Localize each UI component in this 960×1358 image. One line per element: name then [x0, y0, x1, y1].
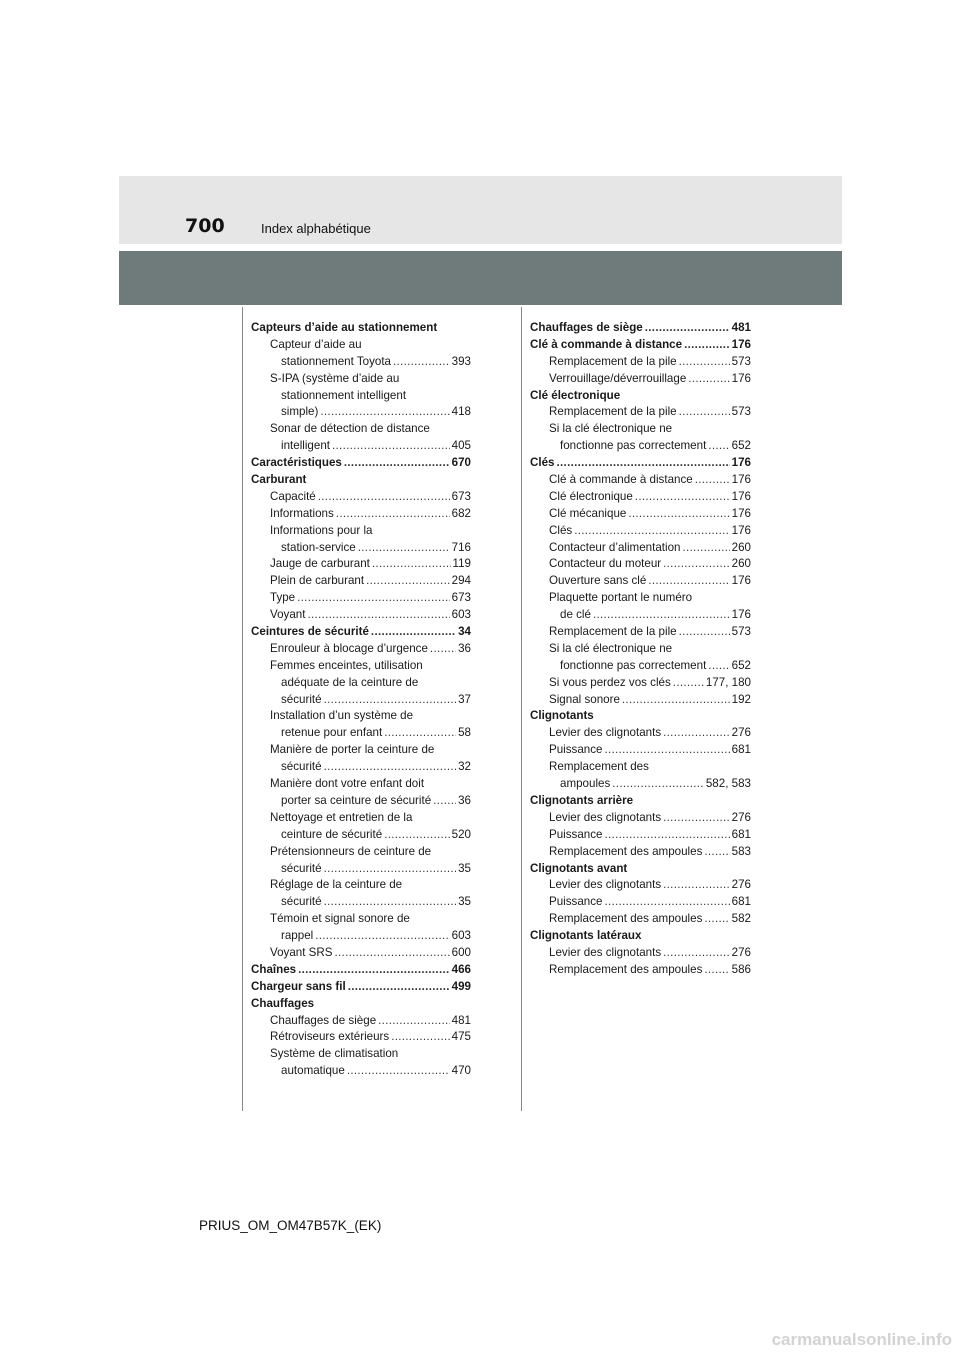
index-entry-text: Remplacement de la pile: [549, 405, 677, 419]
index-entry-text: sécurité: [281, 760, 322, 774]
index-entry-text: fonctionne pas correctement: [560, 658, 707, 672]
dot-leader: [298, 962, 450, 979]
dot-leader: [391, 1029, 449, 1046]
index-entry: [530, 793, 751, 810]
index-entry: [251, 573, 471, 590]
dot-leader: [605, 894, 730, 911]
index-entry: [251, 523, 471, 540]
index-entry: [530, 320, 751, 337]
index-entry-page[interactable]: 36: [458, 641, 471, 655]
index-entry-page[interactable]: 32: [458, 760, 471, 774]
index-entry-text: Clignotants latéraux: [530, 929, 642, 943]
index-entry: [530, 827, 751, 844]
index-entry: [530, 371, 751, 388]
index-entry-page[interactable]: 176: [731, 506, 751, 520]
index-entry-text: Sonar de détection de distance: [270, 422, 430, 436]
dot-leader: [430, 641, 456, 658]
index-entry-text: Voyant SRS: [270, 945, 333, 959]
index-entry-page[interactable]: 294: [451, 574, 471, 588]
index-entry-page[interactable]: 716: [451, 540, 471, 554]
index-entry: [530, 455, 751, 472]
index-entry-page[interactable]: 276: [731, 878, 751, 892]
index-entry-text: Système de climatisation: [270, 1047, 399, 1061]
index-entry-text: Clignotants avant: [530, 861, 628, 875]
index-entry-text: Remplacement de la pile: [549, 354, 677, 368]
index-entry: [530, 590, 751, 607]
index-entry: [251, 810, 471, 827]
page-number: 700: [185, 215, 225, 237]
index-entry: [251, 894, 471, 911]
index-entry: [251, 421, 471, 438]
index-entry-page[interactable]: 119: [452, 557, 471, 571]
index-entry-text: rappel: [281, 929, 314, 943]
index-entry: [251, 354, 471, 371]
index-entry-page[interactable]: 176: [731, 371, 751, 385]
index-entry-text: Levier des clignotants: [549, 726, 662, 740]
index-entry-text: Clé électronique: [530, 388, 621, 402]
dot-leader: [673, 675, 704, 692]
dot-leader: [663, 556, 730, 573]
dot-leader: [324, 759, 456, 776]
index-entry-page[interactable]: 481: [451, 1013, 471, 1027]
index-entry: [530, 708, 751, 725]
index-entry-text: Capteurs d’aide au stationnement: [251, 321, 438, 334]
index-entry: [251, 996, 471, 1013]
index-entry: [251, 776, 471, 793]
index-entry-page[interactable]: 681: [731, 827, 751, 841]
index-entry-text: de clé: [560, 608, 591, 622]
dot-leader: [605, 742, 730, 759]
index-entry-page[interactable]: 573: [731, 405, 751, 419]
index-entry: [530, 945, 751, 962]
index-entry: [251, 641, 471, 658]
dot-leader: [682, 540, 729, 557]
dot-leader: [378, 1013, 450, 1030]
dot-leader: [557, 455, 730, 472]
index-entry: [530, 725, 751, 742]
index-entry: [251, 844, 471, 861]
dot-leader: [645, 320, 730, 337]
section-color-bar: [119, 251, 842, 305]
index-entry: [251, 708, 471, 725]
index-entry-text: Plein de carburant: [270, 574, 365, 588]
index-entry-text: Remplacement des ampoules: [549, 962, 703, 976]
index-entry-page[interactable]: 652: [731, 439, 751, 453]
index-entry-text: Capteur d’aide au: [270, 337, 362, 351]
dot-leader: [663, 725, 730, 742]
index-entry: [251, 438, 471, 455]
index-entry-text: Remplacement des ampoules: [549, 844, 703, 858]
dot-leader: [695, 472, 730, 489]
index-entry-page[interactable]: 393: [451, 354, 471, 368]
index-entry-page[interactable]: 475: [451, 1030, 471, 1044]
index-entry: [251, 540, 471, 557]
dot-leader: [704, 962, 729, 979]
dot-leader: [371, 624, 456, 641]
index-entry-text: stationnement intelligent: [281, 388, 407, 402]
index-entry: [251, 1013, 471, 1030]
index-entry: [530, 675, 751, 692]
index-entry-text: Femmes enceintes, utilisation: [270, 658, 423, 672]
dot-leader: [679, 624, 730, 641]
index-entry-page[interactable]: 176: [731, 523, 751, 537]
index-entry-page[interactable]: 470: [451, 1064, 471, 1078]
index-entry-page[interactable]: 499: [451, 979, 471, 993]
dot-leader: [307, 607, 449, 624]
dot-leader: [324, 692, 456, 709]
index-entry-text: Jauge de carburant: [270, 557, 370, 571]
index-entry: [251, 658, 471, 675]
index-entry-page[interactable]: 36: [458, 793, 471, 807]
dot-leader: [318, 489, 450, 506]
index-entry: [251, 590, 471, 607]
index-entry: [251, 455, 471, 472]
index-entry-page[interactable]: 176: [731, 473, 751, 487]
index-entry-text: Manière dont votre enfant doit: [270, 777, 425, 791]
dot-leader: [704, 844, 729, 861]
index-entry: [251, 877, 471, 894]
index-entry-text: Clé à commande à distance: [530, 337, 683, 351]
index-entry-text: Signal sonore: [549, 692, 620, 706]
dot-leader: [324, 894, 456, 911]
dot-leader: [628, 506, 729, 523]
index-entry-page[interactable]: 35: [458, 861, 471, 875]
index-entry-page[interactable]: 276: [731, 726, 751, 740]
index-entry: [251, 692, 471, 709]
index-entry: [530, 928, 751, 945]
index-entry-page[interactable]: 176: [731, 574, 751, 588]
dot-leader: [324, 861, 456, 878]
index-entry: [530, 742, 751, 759]
index-entry: [530, 472, 751, 489]
index-entry-text: Plaquette portant le numéro: [549, 591, 693, 605]
index-entry-page[interactable]: 582: [731, 912, 751, 926]
index-entry: [530, 658, 751, 675]
dot-leader: [433, 793, 456, 810]
index-entry: [251, 388, 471, 405]
index-entry: [530, 354, 751, 371]
index-entry: [530, 861, 751, 878]
column-rule-left: [242, 307, 243, 1111]
index-entry: [251, 827, 471, 844]
index-entry-text: Chauffages de siège: [270, 1013, 377, 1027]
dot-leader: [384, 827, 449, 844]
index-entry: [530, 438, 751, 455]
index-entry-text: Puissance: [549, 827, 603, 841]
index-entry-text: Capacité: [270, 489, 316, 503]
index-entry: [251, 556, 471, 573]
index-entry: [251, 624, 471, 641]
index-entry: [251, 506, 471, 523]
index-entry-page[interactable]: 673: [451, 591, 471, 605]
dot-leader: [336, 506, 450, 523]
index-entry: [251, 928, 471, 945]
index-entry: [251, 962, 471, 979]
index-entry-page[interactable]: 681: [731, 743, 751, 757]
index-entry-page[interactable]: 573: [731, 354, 751, 368]
index-entry: [530, 641, 751, 658]
index-entry-text: Réglage de la ceinture de: [270, 878, 403, 892]
dot-leader: [663, 945, 730, 962]
index-entry-text: Manière de porter la ceinture de: [270, 743, 435, 757]
index-entry: [530, 759, 751, 776]
index-entry: [251, 911, 471, 928]
index-entry-text: Levier des clignotants: [549, 878, 662, 892]
index-entry-text: Puissance: [549, 895, 603, 909]
index-entry: [251, 793, 471, 810]
index-entry-text: Caractéristiques: [251, 456, 342, 470]
index-entry-page[interactable]: 586: [731, 962, 751, 976]
dot-leader: [348, 979, 450, 996]
index-entry-page[interactable]: 405: [451, 439, 471, 453]
index-entry: [530, 844, 751, 861]
index-entry-page[interactable]: 176: [731, 337, 751, 351]
dot-leader: [684, 337, 730, 354]
dot-leader: [708, 438, 729, 455]
index-entry-text: Chargeur sans fil: [251, 979, 346, 993]
index-entry-page[interactable]: 582, 583: [705, 777, 751, 791]
index-entry-page[interactable]: 37: [458, 692, 471, 706]
dot-leader: [688, 371, 729, 388]
index-entry-page[interactable]: 603: [451, 608, 471, 622]
index-entry-page[interactable]: 260: [731, 557, 751, 571]
index-entry: [530, 523, 751, 540]
dot-leader: [393, 354, 450, 371]
index-entry-text: Si la clé électronique ne: [549, 422, 673, 436]
dot-leader: [679, 404, 730, 421]
dot-leader: [663, 877, 730, 894]
section-title: Index alphabétique: [261, 221, 371, 236]
index-entry-text: Clignotants: [530, 709, 594, 723]
index-entry-text: Témoin et signal sonore de: [270, 912, 410, 926]
index-entry-text: Clé électronique: [549, 489, 633, 503]
index-entry: [251, 489, 471, 506]
index-entry: [251, 861, 471, 878]
index-entry-text: ampoules: [560, 777, 611, 791]
index-entry: [530, 624, 751, 641]
index-entry: [251, 1046, 471, 1063]
index-entry-page[interactable]: 673: [451, 489, 471, 503]
index-entry: [251, 337, 471, 354]
index-entry-text: Clignotants arrière: [530, 793, 634, 807]
index-entry-page[interactable]: 34: [458, 625, 471, 639]
index-entry: [251, 979, 471, 996]
index-entry-page[interactable]: 682: [451, 506, 471, 520]
index-column-right: [530, 320, 751, 979]
index-entry-page[interactable]: 600: [451, 945, 471, 959]
index-entry-page[interactable]: 670: [451, 456, 471, 470]
index-entry-text: Chauffages de siège: [530, 321, 643, 334]
index-entry-text: Clés: [530, 456, 555, 470]
index-entry-text: adéquate de la ceinture de: [281, 675, 419, 689]
index-entry-text: retenue pour enfant: [281, 726, 383, 740]
index-entry: [251, 725, 471, 742]
index-entry-text: Ceintures de sécurité: [251, 625, 369, 639]
index-entry-text: Remplacement de la pile: [549, 625, 677, 639]
index-entry-page[interactable]: 603: [451, 929, 471, 943]
index-entry-text: Informations: [270, 506, 334, 520]
index-entry: [251, 945, 471, 962]
index-column-left: [251, 320, 471, 1080]
header-band: [119, 176, 842, 244]
index-entry: [530, 776, 751, 793]
index-entry-text: Type: [270, 591, 296, 605]
dot-leader: [347, 1063, 450, 1080]
index-entry-page[interactable]: 35: [458, 895, 471, 909]
dot-leader: [358, 540, 450, 557]
index-entry-text: Installation d’un système de: [270, 709, 414, 723]
dot-leader: [704, 911, 729, 928]
index-entry: [530, 607, 751, 624]
index-entry-page[interactable]: 466: [451, 962, 471, 976]
index-entry-text: Chaînes: [251, 962, 297, 976]
index-entry-text: stationnement Toyota: [281, 354, 391, 368]
index-entry-text: Rétroviseurs extérieurs: [270, 1030, 390, 1044]
index-entry-text: Remplacement des ampoules: [549, 912, 703, 926]
dot-leader: [332, 438, 450, 455]
index-entry-text: Puissance: [549, 743, 603, 757]
dot-leader: [315, 928, 449, 945]
index-entry-page[interactable]: 176: [731, 608, 751, 622]
index-entry: [530, 540, 751, 557]
index-entry-text: Prétensionneurs de ceinture de: [270, 844, 432, 858]
index-entry-text: sécurité: [281, 692, 322, 706]
index-entry-page[interactable]: 520: [451, 827, 471, 841]
dot-leader: [708, 658, 729, 675]
index-entry-page[interactable]: 573: [731, 625, 751, 639]
index-entry: [530, 404, 751, 421]
index-entry-text: Ouverture sans clé: [549, 574, 647, 588]
index-entry-text: station-service: [281, 540, 356, 554]
index-entry: [530, 573, 751, 590]
index-entry: [530, 810, 751, 827]
index-entry: [530, 421, 751, 438]
index-entry-text: Nettoyage et entretien de la: [270, 810, 413, 824]
dot-leader: [648, 573, 729, 590]
index-entry-page[interactable]: 652: [731, 658, 751, 672]
dot-leader: [574, 523, 729, 540]
index-entry-text: intelligent: [281, 439, 330, 453]
index-entry-text: Contacteur d’alimentation: [549, 540, 681, 554]
index-entry-page[interactable]: 176: [731, 456, 751, 470]
index-entry: [251, 1063, 471, 1080]
index-entry-text: fonctionne pas correctement: [560, 439, 707, 453]
dot-leader: [344, 455, 450, 472]
index-entry-text: Verrouillage/déverrouillage: [549, 371, 687, 385]
index-entry-page[interactable]: 418: [451, 405, 471, 419]
index-entry: [251, 371, 471, 388]
index-entry-text: Enrouleur à blocage d’urgence: [270, 641, 428, 655]
dot-leader: [297, 590, 450, 607]
index-entry: [251, 742, 471, 759]
index-entry: [251, 472, 471, 489]
dot-leader: [320, 404, 449, 421]
index-entry: [530, 337, 751, 354]
index-entry: [530, 506, 751, 523]
index-entry-text: Chauffages: [251, 996, 315, 1010]
index-entry-page[interactable]: 583: [731, 844, 751, 858]
dot-leader: [593, 607, 730, 624]
index-entry-page[interactable]: 58: [458, 726, 471, 740]
index-entry-text: simple): [281, 405, 319, 419]
index-entry: [251, 320, 471, 337]
index-entry: [530, 911, 751, 928]
index-entry: [251, 607, 471, 624]
index-entry: [530, 877, 751, 894]
dot-leader: [384, 725, 456, 742]
index-entry: [251, 404, 471, 421]
index-entry: [530, 894, 751, 911]
index-entry-text: Remplacement des: [549, 760, 649, 774]
index-entry: [530, 692, 751, 709]
index-entry-text: Clé à commande à distance: [549, 473, 693, 487]
index-entry-text: Clés: [549, 523, 573, 537]
watermark: carmanualsonline.info: [771, 1330, 952, 1349]
index-entry-page[interactable]: 192: [731, 692, 751, 706]
index-entry-text: Levier des clignotants: [549, 945, 662, 959]
dot-leader: [612, 776, 704, 793]
index-entry-text: automatique: [281, 1064, 345, 1078]
index-entry: [251, 675, 471, 692]
dot-leader: [335, 945, 450, 962]
index-entry: [251, 1029, 471, 1046]
index-entry-page[interactable]: 176: [731, 489, 751, 503]
index-entry-page[interactable]: 177, 180: [705, 675, 751, 689]
index-entry-text: ceinture de sécurité: [281, 827, 383, 841]
index-entry-text: Contacteur du moteur: [549, 557, 662, 571]
dot-leader: [679, 354, 730, 371]
dot-leader: [372, 556, 451, 573]
index-entry-text: sécurité: [281, 861, 322, 875]
index-entry: [251, 759, 471, 776]
dot-leader: [635, 489, 730, 506]
index-entry-page[interactable]: 481: [731, 321, 751, 334]
index-entry-text: Si vous perdez vos clés: [549, 675, 671, 689]
dot-leader: [663, 810, 730, 827]
column-rule-middle: [521, 307, 522, 1111]
index-entry-page[interactable]: 276: [731, 945, 751, 959]
index-entry-text: Si la clé électronique ne: [549, 641, 673, 655]
index-entry-page[interactable]: 260: [731, 540, 751, 554]
dot-leader: [622, 692, 730, 709]
index-entry: [530, 489, 751, 506]
index-entry-text: Informations pour la: [270, 523, 373, 537]
index-entry-page[interactable]: 681: [731, 895, 751, 909]
dot-leader: [605, 827, 730, 844]
index-entry: [530, 388, 751, 405]
index-entry-text: Voyant: [270, 608, 306, 622]
document-code: PRIUS_OM_OM47B57K_(EK): [199, 1218, 382, 1233]
index-entry: [530, 556, 751, 573]
index-entry-page[interactable]: 276: [731, 810, 751, 824]
dot-leader: [366, 573, 450, 590]
index-entry-text: S-IPA (système d’aide au: [270, 371, 400, 385]
index-entry-text: porter sa ceinture de sécurité: [281, 793, 432, 807]
index-entry-text: Clé mécanique: [549, 506, 627, 520]
index-entry-text: Carburant: [251, 473, 307, 487]
index-entry: [530, 962, 751, 979]
index-entry-text: sécurité: [281, 895, 322, 909]
index-entry-text: Levier des clignotants: [549, 810, 662, 824]
